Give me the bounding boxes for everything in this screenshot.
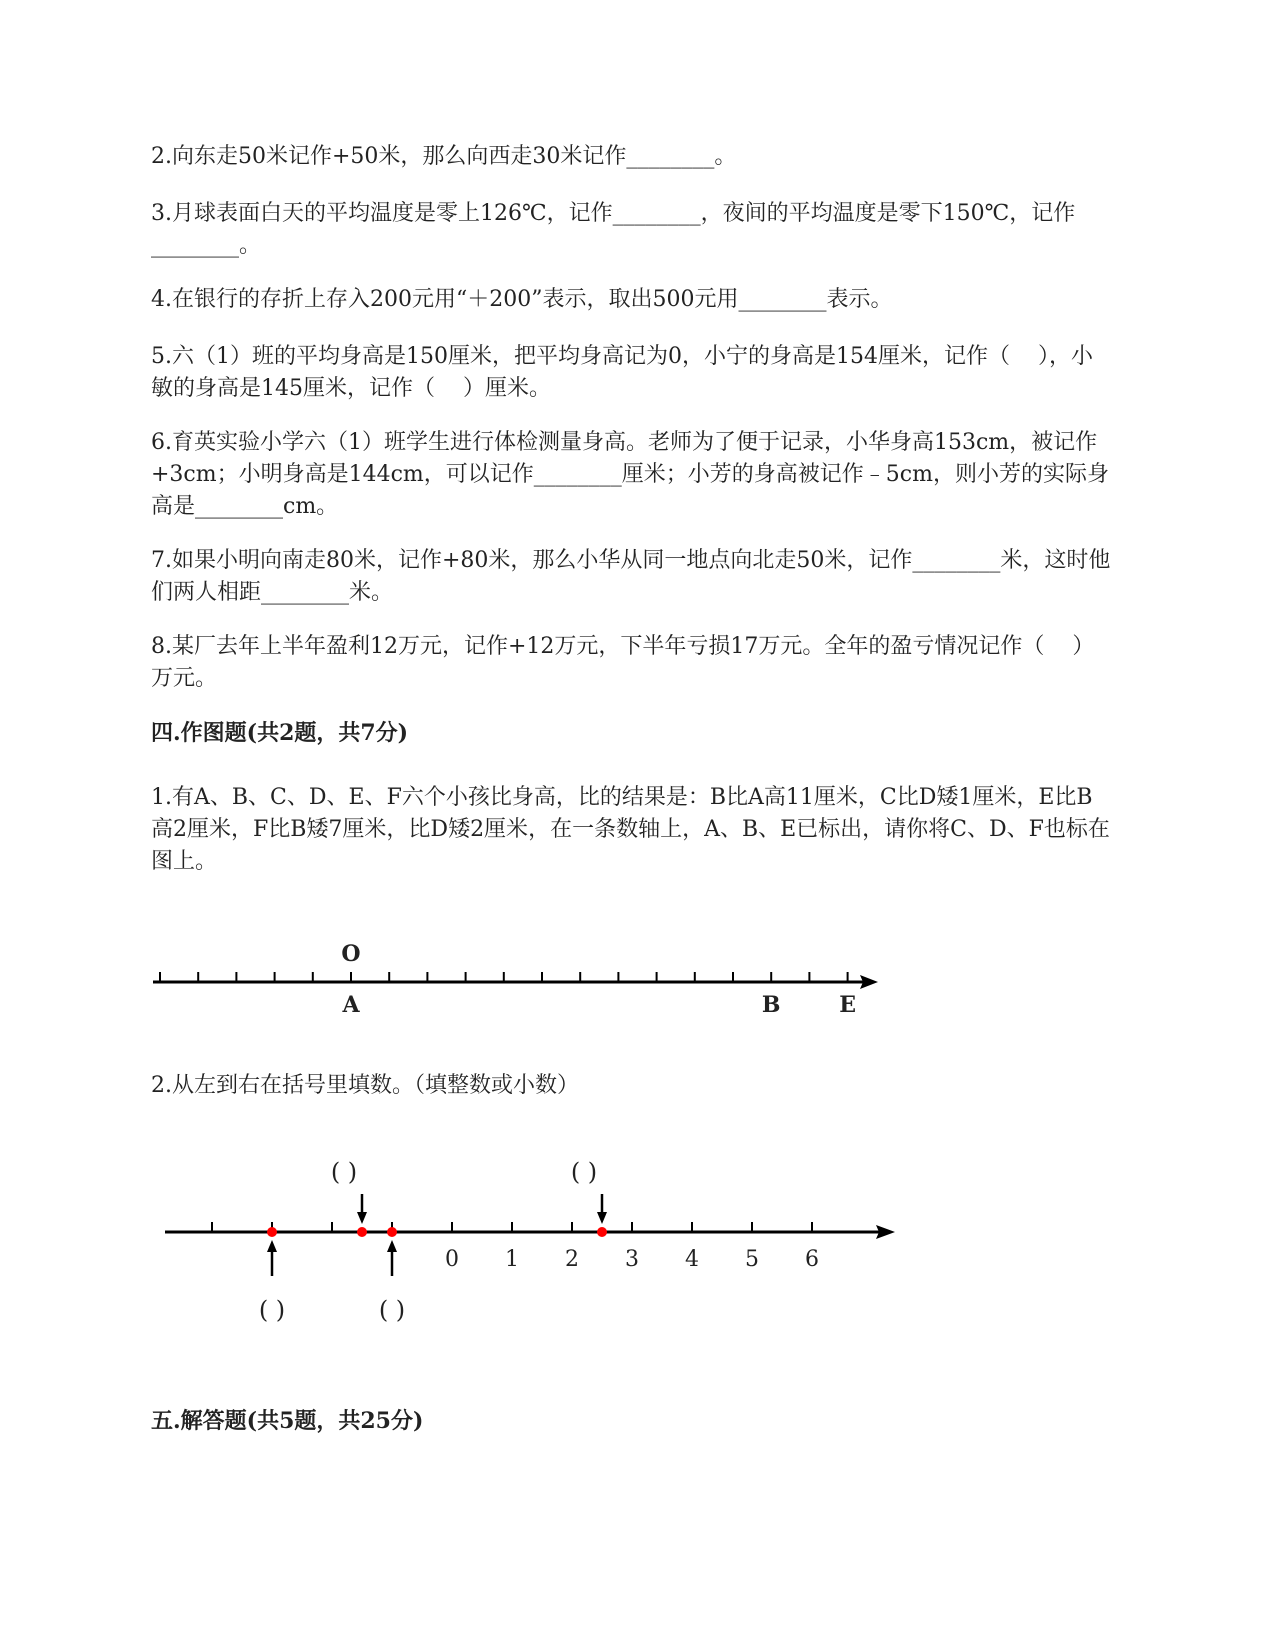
section-5-heading: 五.解答题(共5题，共25分) — [151, 1408, 424, 1434]
arrow-down-icon — [357, 1212, 367, 1224]
marked-point — [357, 1227, 367, 1237]
tick-label-0: 0 — [445, 1247, 459, 1272]
answer-brackets — [259, 1158, 597, 1324]
point-label-B: B — [761, 992, 781, 1018]
question-4: 4.在银行的存折上存入200元用“＋200”表示，取出500元用________表示。 — [151, 287, 893, 312]
marked-point — [387, 1227, 397, 1237]
tick-label-3: 3 — [625, 1247, 639, 1272]
answer-bracket: ( ) — [378, 1296, 406, 1324]
question-6: 6.育英实验小学六（1）班学生进行体检测量身高。老师为了便于记录，小华身高153cm，被记作+3cm；小明身高是144cm，可以记作________厘米；小芳的身高被记作﹣5cm，则小芳的实际身高是________cm。 — [151, 430, 1109, 519]
section-4-heading: 四.作图题(共2题，共7分) — [151, 720, 409, 746]
answer-bracket: ( ) — [258, 1296, 286, 1324]
answer-bracket: ( ) — [570, 1158, 598, 1186]
point-label-E: E — [839, 992, 856, 1018]
marked-point — [597, 1227, 607, 1237]
section-4-question-2: 2.从左到右在括号里填数。（填整数或小数） — [151, 1073, 579, 1098]
tick-label-5: 5 — [745, 1247, 759, 1272]
point-label-A: A — [342, 992, 360, 1018]
question-8: 8.某厂去年上半年盈利12万元，记作+12万元，下半年亏损17万元。全年的盈亏情况记作（ ）万元。 — [151, 634, 1095, 691]
question-5: 5.六（1）班的平均身高是150厘米，把平均身高记为0，小宁的身高是154厘米，记作（ ），小敏的身高是145厘米，记作（ ）厘米。 — [151, 344, 1093, 401]
arrow-up-icon — [387, 1240, 397, 1252]
question-3: 3.月球表面白天的平均温度是零上126℃，记作________，夜间的平均温度是零下150℃，记作________。 — [151, 201, 1076, 258]
tick-label-6: 6 — [805, 1247, 819, 1272]
origin-label: O — [341, 941, 361, 967]
tick-label-4: 4 — [685, 1247, 699, 1272]
tick-labels — [445, 1247, 819, 1272]
question-7: 7.如果小明向南走80米，记作+80米，那么小华从同一地点向北走50米，记作________米，这时他们两人相距________米。 — [151, 548, 1111, 605]
question-2: 2.向东走50米记作+50米，那么向西走30米记作________。 — [151, 144, 737, 169]
answer-bracket: ( ) — [330, 1158, 358, 1186]
arrow-down-icon — [597, 1212, 607, 1224]
arrow-up-icon — [267, 1240, 277, 1252]
tick-label-2: 2 — [565, 1247, 579, 1272]
marked-point — [267, 1227, 277, 1237]
pointer-arrows — [267, 1194, 607, 1276]
section-4-question-1: 1.有A、B、C、D、E、F六个小孩比身高，比的结果是：B比A高11厘米，C比D矮1厘米，E比B高2厘米，F比B矮7厘米，比D矮2厘米，在一条数轴上，A、B、E已标出，请你将C、D、F也标在图上。 — [151, 785, 1110, 874]
tick-label-1: 1 — [505, 1247, 519, 1272]
